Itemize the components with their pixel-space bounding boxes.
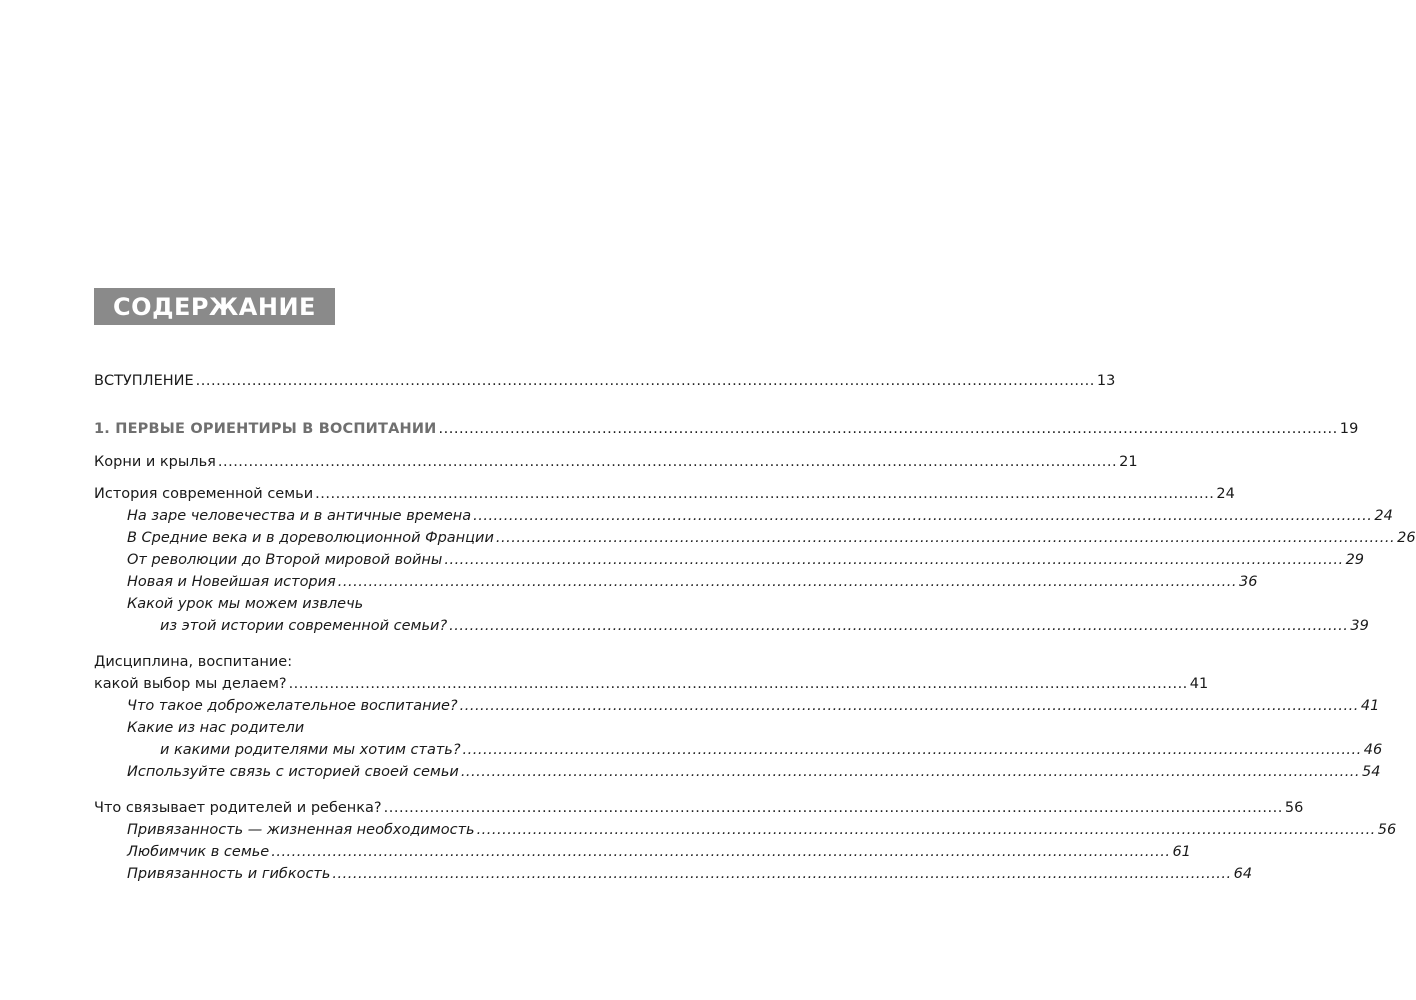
toc-entry-page: 61 [1172,844,1191,860]
toc-subentry-revolution-to-ww2[interactable] [127,549,1365,571]
toc-entry-page: 21 [1119,454,1138,470]
toc-entry-title: Используйте связь с историей своей семьи [127,764,459,780]
toc-entry-page: 56 [1377,822,1397,838]
toc-subentry-modern-history[interactable] [127,571,1258,593]
toc-entry-title: На заре человечества и в античные времена [127,508,472,524]
toc-leader-dots: ................................................................................................................................................................................ [495,530,1396,546]
toc-entry-title: В Средние века и в дореволюционной Франции [127,530,494,546]
toc-leader-dots: ................................................................................................................................................................................ [444,552,1344,568]
toc-entry-page: 24 [1374,508,1393,524]
toc-leader-dots: ................................................................................................................................................................................ [288,676,1188,692]
toc-entry-title: Любимчик в семье [127,844,270,860]
toc-entry-title: из этой истории современной семьи? [160,618,448,634]
toc-subentry-benevolent-upbringing[interactable] [127,695,1380,717]
toc-entry-title: и какими родителями мы хотим стать? [160,742,461,758]
toc-entry-page: 13 [1096,373,1116,389]
toc-entry-history-of-family[interactable] [94,483,1235,505]
toc-entry-chapter-1[interactable] [94,418,1359,440]
toc-entry-page: 36 [1239,574,1258,590]
toc-entry-roots-and-wings[interactable] [94,451,1138,473]
toc-entry-title: 1. ПЕРВЫЕ ОРИЕНТИРЫ В ВОСПИТАНИИ [94,421,437,437]
toc-subentry-family-history-link[interactable] [127,761,1381,783]
toc-entry-title: Какой урок мы можем извлечь [127,596,364,612]
toc-entry-title: Какие из нас родители [127,720,305,736]
toc-leader-dots: ................................................................................................................................................................................ [271,844,1171,860]
toc-entry-page: 29 [1345,552,1365,568]
toc-leader-dots: ................................................................................................................................................................................ [459,698,1359,714]
toc-entry-page: 46 [1363,742,1383,758]
toc-entry-parent-child-bond[interactable] [94,797,1304,819]
toc-subentry-middle-ages[interactable] [127,527,1416,549]
toc-entry-page: 56 [1284,800,1304,816]
toc-subentry-attachment-flexibility[interactable] [127,863,1253,885]
toc-subentry-antiquity[interactable] [127,505,1393,527]
toc-leader-dots: ................................................................................................................................................................................ [460,764,1361,780]
toc-leader-dots: ................................................................................................................................................................................ [383,800,1283,816]
toc-leader-dots: ................................................................................................................................................................................ [449,618,1349,634]
toc-leader-dots: ................................................................................................................................................................................ [217,454,1118,470]
toc-leader-dots: ................................................................................................................................................................................ [462,742,1362,758]
toc-entry-title: От революции до Второй мировой войны [127,552,443,568]
toc-entry-title: ВСТУПЛЕНИЕ [94,373,194,389]
toc-entry-page: 19 [1339,421,1359,437]
toc-entry-title: Корни и крылья [94,454,216,470]
toc-leader-dots: ................................................................................................................................................................................ [337,574,1238,590]
toc-entry-page: 64 [1233,866,1253,882]
toc-entry-page: 24 [1216,486,1235,502]
toc-entry-title: Что связывает родителей и ребенка? [94,800,382,816]
toc-leader-dots: ................................................................................................................................................................................ [195,373,1095,389]
toc-subentry-lesson-line1[interactable] [127,593,654,615]
toc-entry-page: 41 [1360,698,1380,714]
toc-entry-page: 26 [1397,530,1416,546]
toc-subentry-which-parents-line2[interactable] [160,739,1383,761]
toc-entry-title: какой выбор мы делаем? [94,676,287,692]
contents-heading: СОДЕРЖАНИЕ [113,292,316,321]
toc-entry-introduction[interactable] [94,370,1116,392]
toc-entry-discipline-line1[interactable] [94,651,654,673]
toc-subentry-favorite-child[interactable] [127,841,1191,863]
table-of-contents [94,370,1416,890]
toc-subentry-attachment-necessity[interactable] [127,819,1397,841]
toc-leader-dots: ................................................................................................................................................................................ [332,866,1232,882]
toc-entry-page: 54 [1362,764,1381,780]
toc-entry-title: Что такое доброжелательное воспитание? [127,698,458,714]
toc-leader-dots: ................................................................................................................................................................................ [473,508,1373,524]
toc-leader-dots: ................................................................................................................................................................................ [315,486,1215,502]
toc-entry-title: Привязанность — жизненная необходимость [127,822,475,838]
toc-entry-title: История современной семьи [94,486,314,502]
toc-leader-dots: ................................................................................................................................................................................ [476,822,1376,838]
toc-entry-title: Дисциплина, воспитание: [94,654,293,670]
toc-entry-page: 39 [1350,618,1369,634]
toc-subentry-which-parents-line1[interactable] [127,717,654,739]
toc-leader-dots: ................................................................................................................................................................................ [438,421,1338,437]
contents-heading-box [94,288,335,325]
toc-subentry-lesson-line2[interactable] [160,615,1369,637]
toc-entry-page: 41 [1189,676,1209,692]
toc-entry-discipline-line2[interactable] [94,673,1209,695]
toc-entry-title: Привязанность и гибкость [127,866,331,882]
toc-entry-title: Новая и Новейшая история [127,574,336,590]
